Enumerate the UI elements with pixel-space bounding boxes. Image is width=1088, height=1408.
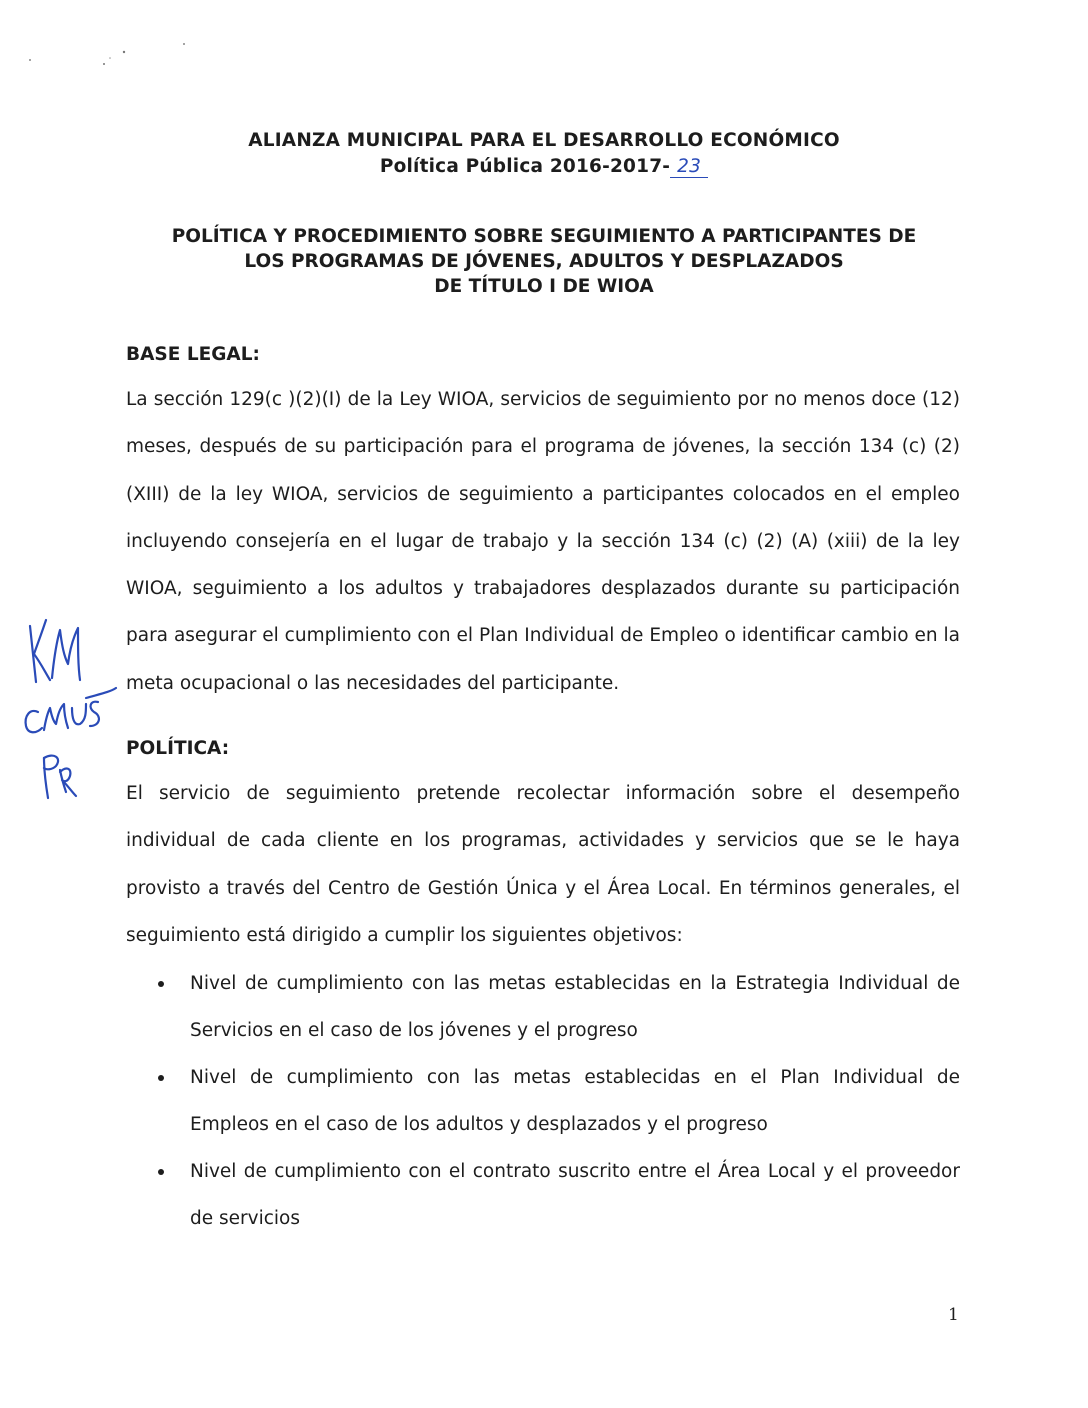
list-item (126, 1054, 960, 1148)
politica-heading: POLÍTICA: (126, 738, 230, 759)
title-line-2: LOS PROGRAMAS DE JÓVENES, ADULTOS Y DESPLAZADOS (244, 251, 844, 272)
objectives-list (126, 960, 960, 1242)
policy-number-prefix: Política Pública 2016-2017- (379, 156, 671, 177)
organization-name: ALIANZA MUNICIPAL PARA EL DESARROLLO ECONÓMICO (248, 130, 840, 151)
handwritten-policy-number: 23 (670, 157, 708, 178)
list-item (126, 960, 960, 1054)
document-title (0, 224, 1088, 299)
document-header (0, 128, 1088, 180)
list-item (126, 1148, 960, 1242)
title-line-3: DE TÍTULO I DE WIOA (434, 276, 654, 297)
base-legal-heading: BASE LEGAL: (126, 344, 260, 365)
politica-paragraph: El servicio de seguimiento pretende recolectar información sobre el desempeño individual de cada cliente en los programas, actividades y servicios que se le haya provisto a través del Centro de Gestión Única y el Área Local. En términos generales, el seguimiento está dirigido a cumplir los siguientes objetivos: (126, 783, 960, 946)
handwritten-initials (16, 608, 126, 808)
list-item-text: Nivel de cumplimiento con las metas establecidas en el Plan Individual de Empleos en el caso de los adultos y desplazados y el progreso (190, 1067, 960, 1135)
page-number: 1 (948, 1305, 959, 1325)
bullet-icon (158, 1169, 164, 1175)
scan-specks (0, 0, 1088, 120)
list-item-text: Nivel de cumplimiento con las metas establecidas en la Estrategia Individual de Servicios en el caso de los jóvenes y el progreso (190, 973, 960, 1041)
policy-number-line (0, 154, 1088, 180)
title-line-1: POLÍTICA Y PROCEDIMIENTO SOBRE SEGUIMIENTO A PARTICIPANTES DE (171, 226, 917, 247)
bullet-icon (158, 1075, 164, 1081)
bullet-icon (158, 981, 164, 987)
base-legal-paragraph: La sección 129(c )(2)(I) de la Ley WIOA, servicios de seguimiento por no menos doce (12) meses, después de su participación para el programa de jóvenes, la sección 134 (c) (2) (XIII) de la ley WIOA, servicios de seguimiento a participantes colocados en el empleo incluyendo consejería en el lugar de trabajo y la sección 134 (c) (2) (A) (xiii) de la ley WIOA, seguimiento a los adultos y trabajadores desplazados durante su participación para asegurar el cumplimiento con el Plan Individual de Empleo o identificar cambio en la meta ocupacional o las necesidades del participante. (126, 389, 960, 694)
list-item-text: Nivel de cumplimiento con el contrato suscrito entre el Área Local y el proveedor de servicios (190, 1161, 960, 1229)
